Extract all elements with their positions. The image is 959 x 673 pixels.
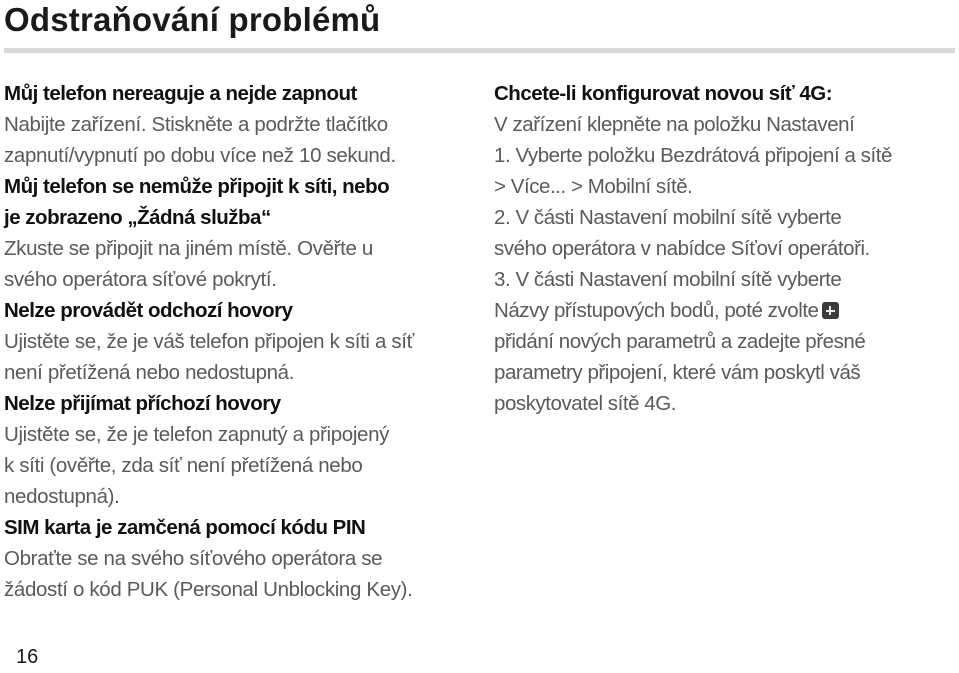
step-line: poskytovatel sítě 4G. (494, 392, 676, 415)
step-line-with-icon (494, 295, 956, 326)
right-column (494, 78, 956, 419)
text-line: Obraťte se na svého síťového operátora se (4, 547, 383, 570)
step-line: parametry připojení, které vám poskytl váš (494, 361, 861, 384)
heading-no-network: Můj telefon se nemůže připojit k síti, nebo (4, 175, 390, 198)
text-line: Zkuste se připojit na jiném místě. Ověřte u (4, 237, 373, 260)
add-icon (822, 302, 839, 319)
heading-sim-locked: SIM karta je zamčená pomocí kódu PIN (4, 516, 366, 539)
text-line: k síti (ověřte, zda síť není přetížená nebo (4, 454, 363, 477)
heading-configure-4g: Chcete-li konfigurovat novou síť 4G: (494, 82, 833, 105)
text-line: není přetížená nebo nedostupná. (4, 361, 295, 384)
title-divider (4, 48, 955, 53)
page-title: Odstraňování problémů (4, 1, 381, 38)
text-line: nedostupná). (4, 485, 120, 508)
step-line: přidání nových parametrů a zadejte přesné (494, 330, 866, 353)
heading-no-incoming-calls: Nelze přijímat příchozí hovory (4, 392, 281, 415)
text-line: žádostí o kód PUK (Personal Unblocking Key). (4, 578, 413, 601)
step-line: 1. Vyberte položku Bezdrátová připojení a sítě (494, 144, 892, 167)
text-line: svého operátora síťové pokrytí. (4, 268, 277, 291)
step-line: 2. V části Nastavení mobilní sítě vyberte (494, 206, 842, 229)
text-line: Ujistěte se, že je váš telefon připojen k síti a síť (4, 330, 414, 353)
text-line: V zařízení klepněte na položku Nastavení (494, 113, 855, 136)
step-line: 3. V části Nastavení mobilní sítě vyberte (494, 268, 842, 291)
step-line: > Více... > Mobilní sítě. (494, 175, 693, 198)
text-line: Ujistěte se, že je telefon zapnutý a připojený (4, 423, 390, 446)
left-column (4, 78, 479, 605)
text-line: Nabijte zařízení. Stiskněte a podržte tlačítko (4, 113, 388, 136)
step-line-text: Názvy přístupových bodů, poté zvolte (494, 299, 819, 322)
step-line: svého operátora v nabídce Síťoví operátoři. (494, 237, 870, 260)
heading-no-outgoing-calls: Nelze provádět odchozí hovory (4, 299, 293, 322)
page-number: 16 (16, 646, 39, 668)
text-line: zapnutí/vypnutí po dobu více než 10 sekund. (4, 144, 396, 167)
heading-no-network-cont: je zobrazeno „Žádná služba“ (4, 206, 271, 229)
heading-phone-not-responding: Můj telefon nereaguje a nejde zapnout (4, 82, 357, 105)
